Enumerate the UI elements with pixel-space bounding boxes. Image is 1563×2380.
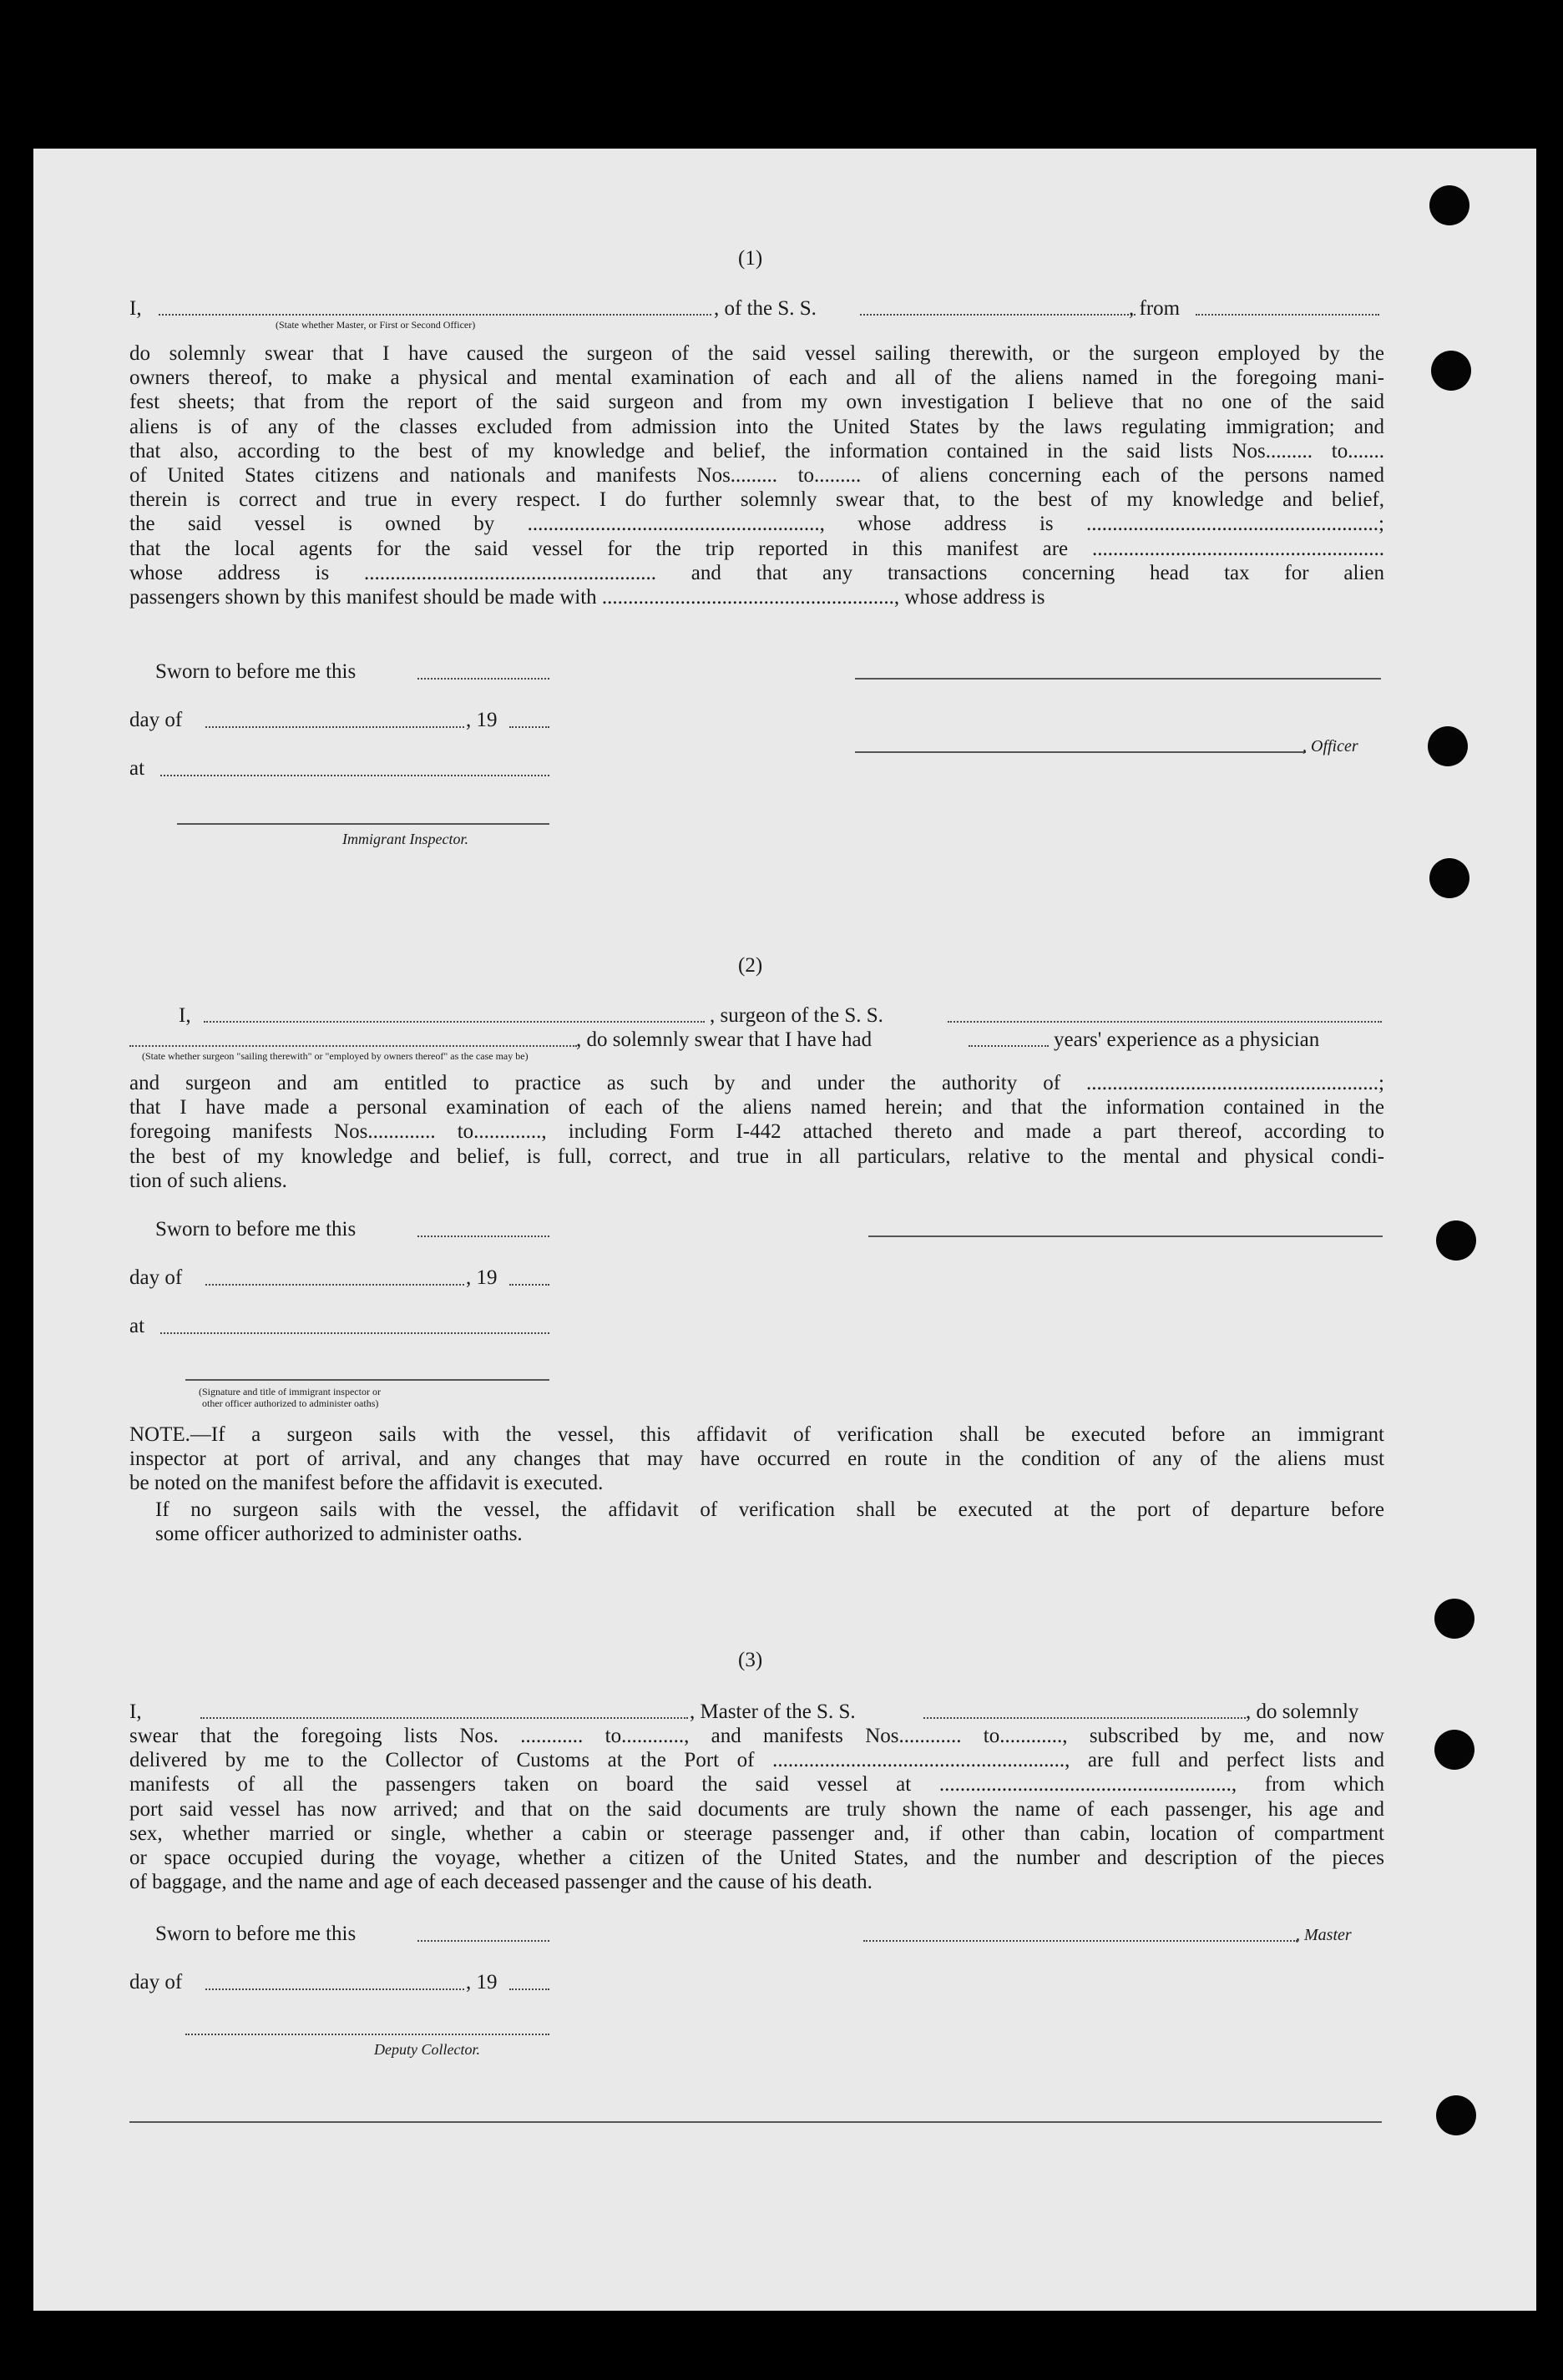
section1-i: I, [129,297,142,320]
paragraph-line: that the local agents for the said vessel for the trip reported in this manifest are ........................................................ [129,537,1384,560]
sworn-date-field-2[interactable] [417,1235,549,1237]
deputy-collector-label: Deputy Collector. [374,2041,480,2058]
punch-hole [1434,1730,1474,1770]
section3-i: I, [129,1700,142,1723]
paragraph-line: that I have made a personal examination of each of the aliens named herein; and that the information contained in the [129,1096,1384,1119]
master-of-ss: , Master of the S. S. [690,1700,856,1723]
year-field-2[interactable] [509,1284,549,1286]
punch-hole [1434,1599,1474,1639]
bottom-rule [129,2121,1382,2123]
from-port-field[interactable] [1196,314,1379,316]
paragraph-line: sex, whether married or single, whether a cabin or steerage passenger and, if other than cabin, location of compartment [129,1822,1384,1845]
officer-line[interactable] [855,751,1306,753]
paragraph-line: some officer authorized to administer oaths. [155,1523,523,1546]
paragraph-line: the best of my knowledge and belief, is full, correct, and true in all particulars, relative to the mental and physical condi- [129,1145,1384,1168]
at-label-2: at [129,1315,145,1337]
signature-caption-1: (Signature and title of immigrant inspector or [199,1386,381,1397]
section1-number: (1) [738,247,763,270]
do-solemnly: , do solemnly [1246,1700,1359,1723]
punch-hole [1436,2095,1476,2135]
sworn-label-3: Sworn to before me this [155,1923,357,1945]
day-of-label-2: day of [129,1266,183,1289]
surgeon-signature-line[interactable] [868,1235,1383,1237]
paragraph-line: that also, according to the best of my knowledge and belief, the information contained in the said lists Nos......... to....... [129,439,1384,462]
surgeon-status-field[interactable] [129,1045,577,1047]
years-experience-label: years' experience as a physician [1054,1028,1320,1051]
surgeon-name-field[interactable] [204,1021,705,1023]
year-field[interactable] [509,726,549,728]
signature-caption-2: other officer authorized to administer oaths) [202,1397,379,1409]
officer-signature-line[interactable] [855,678,1381,680]
master-label-text: , Master [1296,1926,1352,1944]
year-label-3: , 19 [466,1971,498,1993]
paragraph-line: of baggage, and the name and age of each deceased passenger and the cause of his death. [129,1871,873,1894]
section1-from: , from [1129,297,1181,320]
paragraph-line: delivered by me to the Collector of Customs at the Port of ........................................................, are full and perfect lists and [129,1749,1384,1772]
at-label: at [129,757,145,780]
master-label [1296,1922,1352,1948]
section1-of-ss: , of the S. S. [714,297,817,320]
paragraph-line: manifests of all the passengers taken on board the said vessel at ........................................................, from which [129,1773,1384,1796]
paragraph-line: of United States citizens and nationals and manifests Nos......... to......... of aliens concerning each of the persons named [129,464,1384,487]
at-place-field[interactable] [160,775,549,776]
paragraph-line: swear that the foregoing lists Nos. ............ to............, and manifests Nos............ to............, subscribed by me, and now [129,1725,1384,1747]
surgeon-subcaption: (State whether surgeon "sailing therewith" or "employed by owners thereof" as the case may be) [142,1050,529,1062]
paragraph-line: inspector at port of arrival, and any changes that may have occurred en route in the condition of any of the aliens must [129,1448,1384,1471]
paragraph-line: whose address is ........................................................ and that any transactions concerning head tax for alien [129,561,1384,584]
paragraph-line: foregoing manifests Nos............. to............., including Form I-442 attached thereto and made a part thereof, according to [129,1120,1384,1144]
paragraph-line: port said vessel has now arrived; and that on the said documents are truly shown the name of each passenger, his age and [129,1797,1384,1821]
paragraph-line: tion of such aliens. [129,1169,287,1192]
punch-hole [1431,351,1471,391]
surgeon-swear: , do solemnly swear that I have had [576,1028,873,1051]
punch-hole [1428,726,1468,766]
sworn-label: Sworn to before me this [155,660,357,683]
sworn-date-field[interactable] [417,678,549,680]
inspector-signature-line-2[interactable] [185,1379,549,1381]
day-of-field-3[interactable] [205,1988,464,1990]
years-experience-field[interactable] [969,1045,1049,1047]
paragraph-line: or space occupied during the voyage, whether a citizen of the United States, and the number and description of the pieces [129,1847,1384,1869]
officer-label-text: , Officer [1302,737,1358,755]
vessel-name-field[interactable] [860,314,1136,316]
officer-title-field[interactable] [159,314,711,316]
punch-hole [1429,858,1469,898]
section3-number: (3) [738,1649,763,1671]
paragraph-line: be noted on the manifest before the affidavit is executed. [129,1472,604,1495]
sworn-date-field-3[interactable] [417,1940,549,1942]
paragraph-line: fest sheets; that from the report of the said surgeon and from my own investigation I believe that no one of the said [129,391,1384,414]
paragraph-line: passengers shown by this manifest should be made with ........................................................, whose address is [129,586,1045,609]
master-signature-field[interactable] [863,1940,1297,1942]
at-place-field-2[interactable] [160,1332,549,1334]
punch-hole [1429,185,1469,225]
surgeon-of-ss: , surgeon of the S. S. [710,1004,883,1027]
year-field-3[interactable] [509,1988,549,1990]
officer-label [1302,733,1358,759]
collector-signature-field[interactable] [185,2034,549,2035]
immigrant-inspector-label: Immigrant Inspector. [342,831,468,847]
paragraph-line: If no surgeon sails with the vessel, the affidavit of verification shall be executed at the port of departure before [155,1498,1384,1521]
master-name-field[interactable] [200,1717,688,1719]
officer-subcaption: (State whether Master, or First or Second Officer) [276,319,476,331]
day-of-field-2[interactable] [205,1284,464,1286]
section2-i: I, [179,1004,191,1027]
surgeon-vessel-field[interactable] [948,1021,1382,1023]
day-of-label: day of [129,709,183,731]
year-label-2: , 19 [466,1266,498,1289]
paragraph-line: therein is correct and true in every respect. I do further solemnly swear that, to the best of my knowledge and belief, [129,488,1384,512]
day-of-label-3: day of [129,1971,183,1993]
punch-hole [1436,1220,1476,1261]
paragraph-line: and surgeon and am entitled to practice as such by and under the authority of ........................................................; [129,1072,1384,1094]
paragraph-line: NOTE.—If a surgeon sails with the vessel, this affidavit of verification shall be executed before an immigrant [129,1423,1384,1446]
paragraph-line: aliens is of any of the classes excluded from admission into the United States by the laws regulating immigration; and [129,415,1384,438]
paragraph-line: do solemnly swear that I have caused the surgeon of the said vessel sailing therewith, or the surgeon employed by the [129,342,1384,365]
paragraph-line: the said vessel is owned by ........................................................, whose address is ........................................................; [129,513,1384,536]
inspector-signature-line[interactable] [177,823,549,825]
sworn-label-2: Sworn to before me this [155,1218,357,1241]
master-vessel-field[interactable] [923,1717,1246,1719]
paragraph-line: owners thereof, to make a physical and mental examination of each and all of the aliens named in the foregoing mani- [129,366,1384,390]
day-of-field[interactable] [205,726,464,728]
section2-number: (2) [738,954,763,977]
year-label: , 19 [466,709,498,731]
